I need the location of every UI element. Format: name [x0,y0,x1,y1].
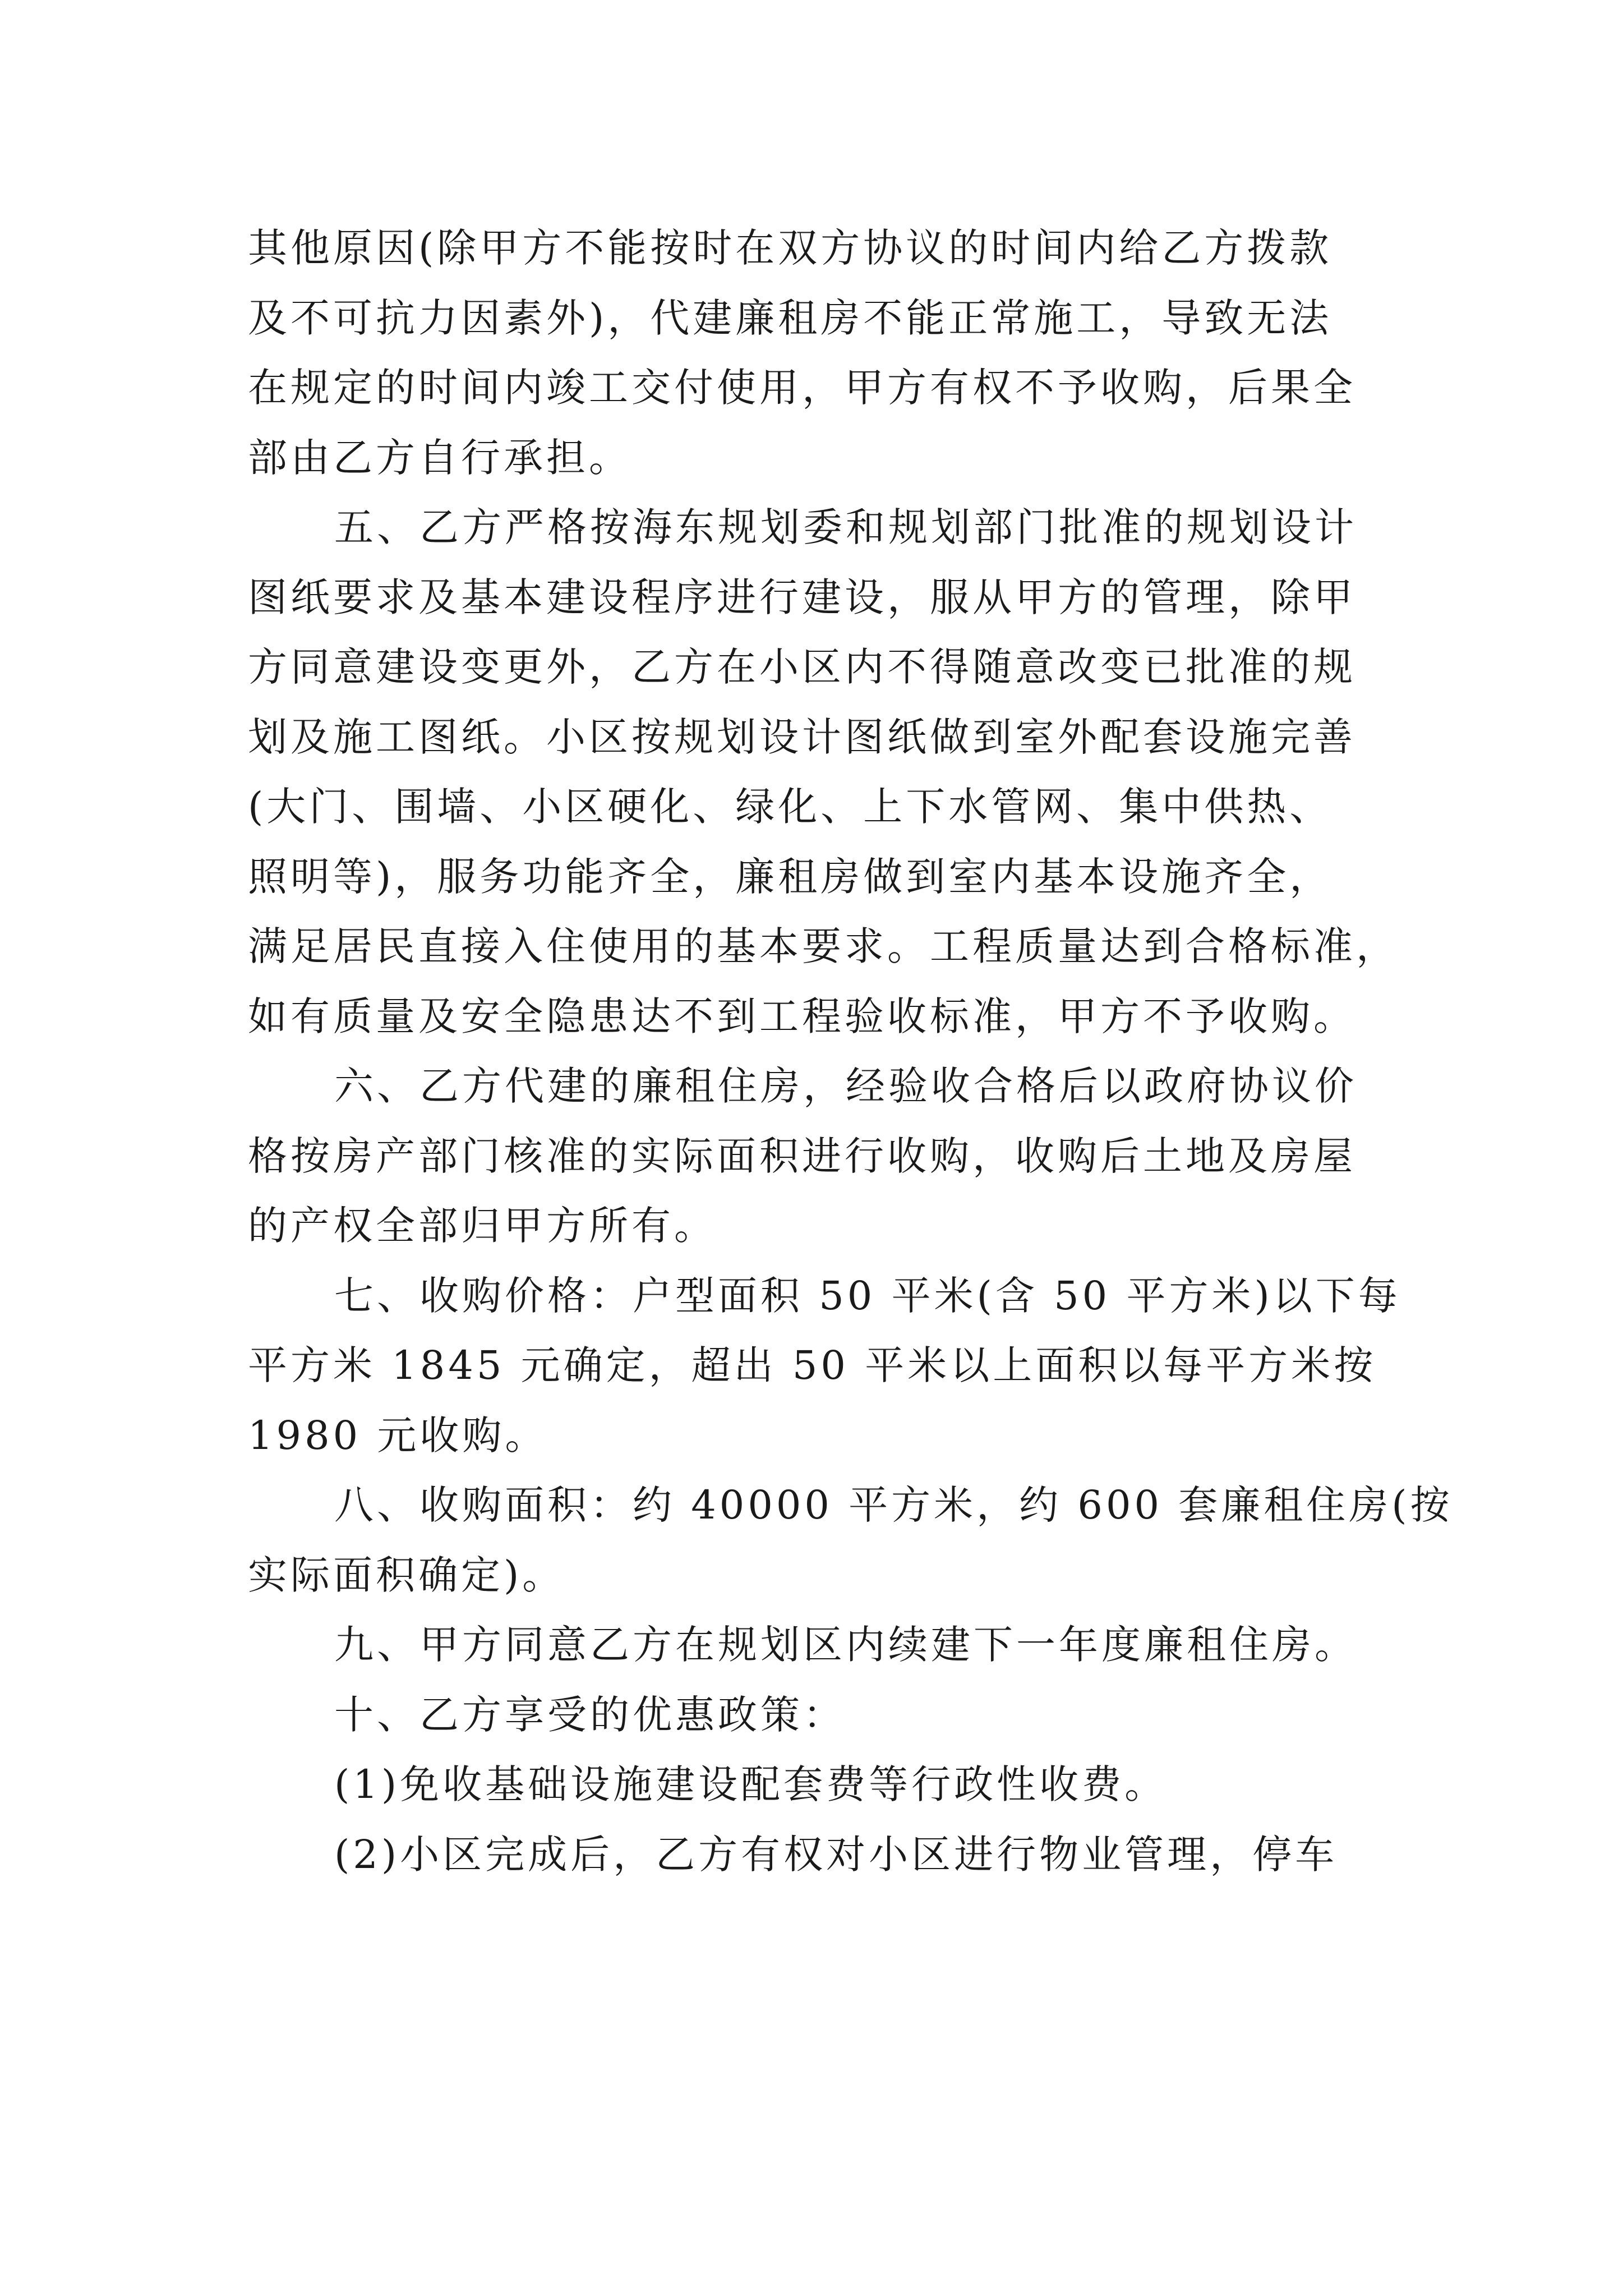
clause-7-first-line: 七、收购价格：户型面积 50 平米(含 50 平方米)以下每 [334,1272,1401,1319]
text-line: 满足居民直接入住使用的基本要求。工程质量达到合格标准， [248,923,1399,969]
text-line: 部由乙方自行承担。 [248,434,631,481]
text-line: 及不可抗力因素外)，代建廉租房不能正常施工，导致无法 [248,295,1332,341]
text-line: 的产权全部归甲方所有。 [248,1203,717,1249]
text-line: 1980 元收购。 [248,1412,548,1458]
text-line: 划及施工图纸。小区按规划设计图纸做到室外配套设施完善 [248,714,1356,760]
clause-9-line: 九、甲方同意乙方在规划区内续建下一年度廉租住房。 [334,1622,1357,1668]
text-line: 在规定的时间内竣工交付使用，甲方有权不予收购，后果全 [248,365,1356,411]
clause-8-first-line: 八、收购面积：约 40000 平方米，约 600 套廉租住房(按 [334,1482,1453,1528]
clause-10-heading: 十、乙方享受的优惠政策： [334,1691,846,1738]
document-body [248,213,1453,1889]
text-line: 如有质量及安全隐患达不到工程验收标准，甲方不予收购。 [248,993,1356,1039]
text-line: 平方米 1845 元确定，超出 50 平米以上面积以每平方米按 [248,1342,1377,1388]
text-line: 图纸要求及基本建设程序进行建设，服从甲方的管理，除甲 [248,574,1356,620]
text-line: 方同意建设变更外，乙方在小区内不得随意改变已批准的规 [248,644,1356,690]
policy-item-2: (2)小区完成后，乙方有权对小区进行物业管理，停车 [334,1831,1338,1878]
clause-5-first-line: 五、乙方严格按海东规划委和规划部门批准的规划设计 [334,504,1357,550]
text-line: 格按房产部门核准的实际面积进行收购，收购后土地及房屋 [248,1133,1356,1179]
policy-item-1: (1)免收基础设施建设配套费等行政性收费。 [334,1761,1168,1807]
text-line: 实际面积确定)。 [248,1552,565,1598]
text-line: 其他原因(除甲方不能按时在双方协议的时间内给乙方拨款 [248,225,1332,271]
clause-6-first-line: 六、乙方代建的廉租住房，经验收合格后以政府协议价 [334,1063,1357,1109]
text-line: (大门、围墙、小区硬化、绿化、上下水管网、集中供热、 [248,784,1332,830]
text-line: 照明等)，服务功能齐全，廉租房做到室内基本设施齐全， [248,853,1332,900]
